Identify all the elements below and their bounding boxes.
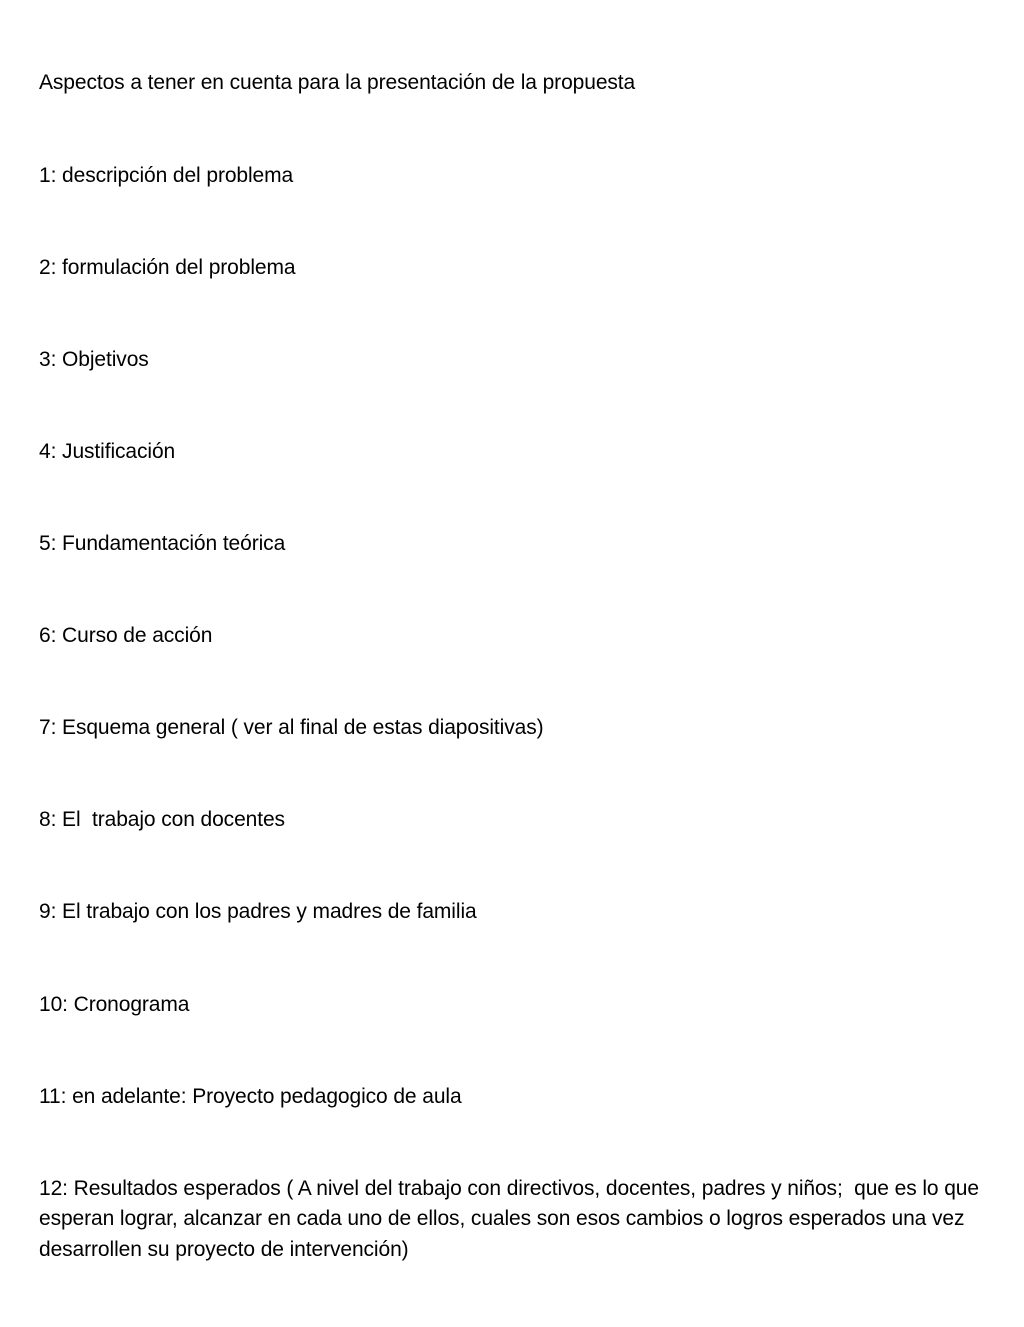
list-item-3: 3: Objetivos [39, 347, 149, 371]
slide-heading: Aspectos a tener en cuenta para la presentación de la propuesta [39, 71, 636, 95]
list-item-2: 2: formulación del problema [39, 255, 296, 279]
list-item-9: 9: El trabajo con los padres y madres de familia [39, 900, 477, 924]
list-item-1: 1: descripción del problema [39, 163, 294, 187]
list-item-10: 10: Cronograma [39, 992, 190, 1016]
list-item-6: 6: Curso de acción [39, 624, 213, 648]
proposal-guidelines-text [39, 7, 999, 1327]
list-item-4: 4: Justificación [39, 439, 176, 463]
list-item-7: 7: Esquema general ( ver al final de estas diapositivas) [39, 716, 544, 740]
list-item-12: 12: Resultados esperados ( A nivel del trabajo con directivos, docentes, padres y niños; que es lo que esperan lograr, alcanzar en cada uno de ellos, cuales son esos cambios o logros esperados una vez desarrollen su proyecto de intervención) [39, 1176, 985, 1262]
list-item-11: 11: en adelante: Proyecto pedagogico de aula [39, 1084, 462, 1108]
list-item-5: 5: Fundamentación teórica [39, 531, 286, 555]
list-item-8: 8: El trabajo con docentes [39, 808, 285, 832]
